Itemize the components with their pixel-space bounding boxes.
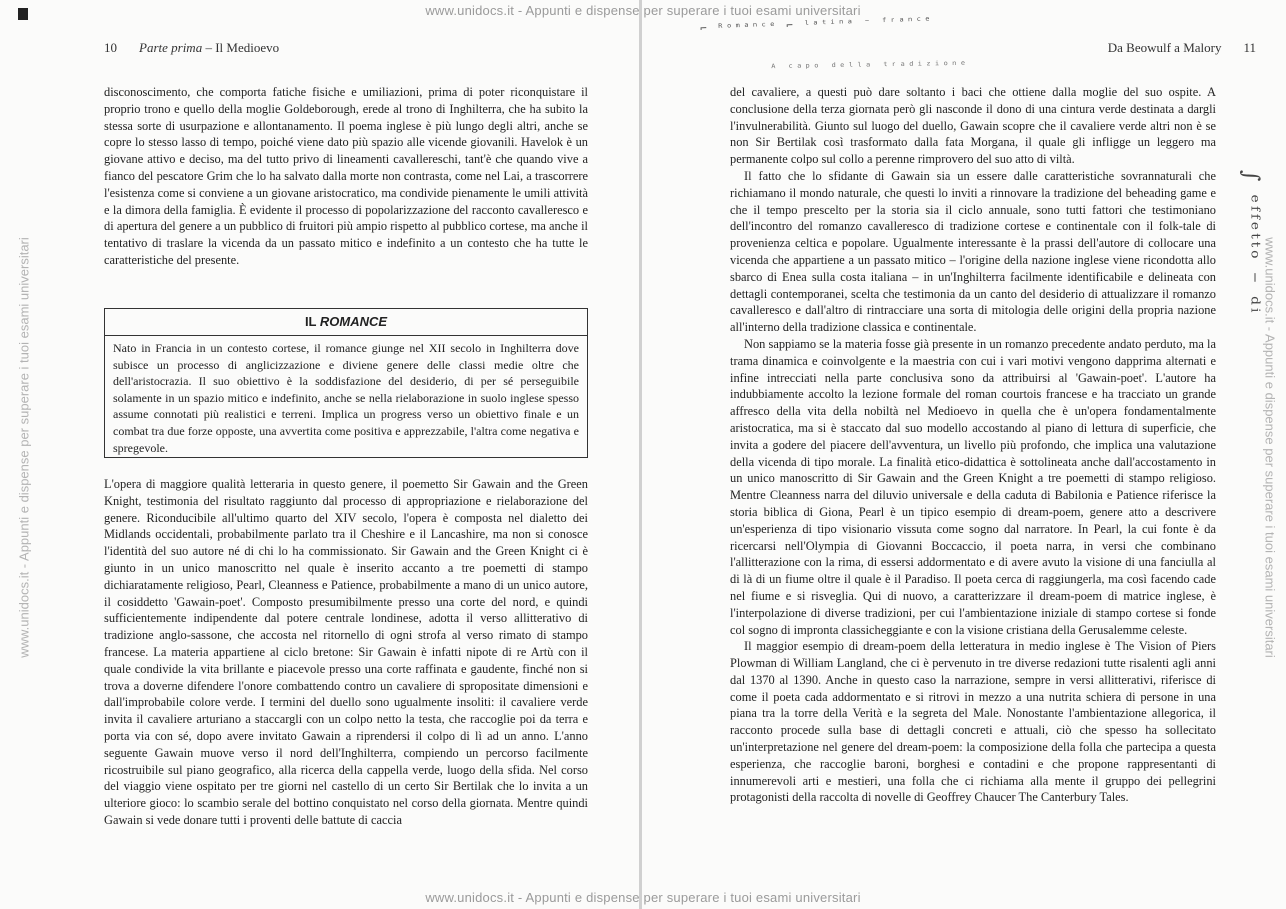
right-paragraph-3: Non sappiamo se la materia fosse già presente in un romanzo precedente andato perduto, ma la trama dinamica e coinvolgente e la maestria con cui i vari motivi vengono dapprima alternati e infine intrecciati nella parte conclusiva sono da attribuirsi al 'Gawain-poet'. L'autore ha indubbiamente accolto la lezione formale del roman courtois francese e ha tracciato un grande affresco della vita della nobiltà nel Medioevo in quella che è un'opera fondamentalmente aristocratica, ma si è staccato dal suo modello accostando al piano di lettura di superficie, che invita a godere del piacere dell'avventura, un livello più profondo, che implica una valutazione della vicenda di tipo morale. La finalità etico-didattica è sottolineata anche dall'accostamento in un unico manoscritto di Sir Gawain and the Green Knight a tre poemetti di stampo religioso. Mentre Cleanness narra del diluvio universale e della caduta di Babilonia e Patience riferisce la storia biblica di Giona, Pearl è un tipico esempio di dream-poem, genere atto a descrivere un'esperienza di tipo visionario vissuta come sogno dal narratore. In Pearl, la cui fonte è da ricercarsi nell'Olympia di Giovanni Boccaccio, il poeta narra, in versi che combinano l'allitterazione con la rima, di essersi addormentato e di avere avuto la visione di una fanciulla al di là di un fiume oltre il quale è il Paradiso. Il poeta cerca di raggiungerla, ma così facendo cade nel fiume e si risveglia. Qui di nuovo, a caratterizzare il dream-poem di matrice inglese, è l'interpolazione di diverse tradizioni, per cui l'ambientazione iniziale di stampo cortese si fonde col sogno di impronta classicheggiante e con la visione cristiana della Gerusalemme celeste. — [730, 336, 1216, 637]
left-paragraph-1: disconoscimento, che comporta fatiche fisiche e umiliazioni, prima di poter riconquistare il proprio trono e quello della moglie Goldeborough, erede al trono di Inghilterra, che ha subito la stessa sorte di usurpazione e allontanamento. Il poema inglese è più lungo degli altri, anche se copre lo stesso lasso di tempo, poiché viene dato più spazio alle vicende giovanili. Havelok è un giovane attivo e deciso, ma del tutto privo di lineamenti cavallereschi, tant'è che quando vive a fianco del pescatore Grim che lo ha salvato dalla morte non contrasta, come nel Lai, a trascorrere l'esistenza come si conviene a un giovane aristocratico, ma condivide pienamente le umili attività e la dimora della famiglia. È evidente il processo di popolarizzazione del racconto cavalleresco e di apertura del genere a un pubblico di fruitori più ampio rispetto al pubblico cortese, ma anche il tentativo di traslare la vicenda da un passato mitico e indefinito a un contesto che ha tutte le caratteristiche del presente. — [104, 85, 588, 267]
left-page — [0, 0, 640, 909]
romance-box-body: Nato in Francia in un contesto cortese, il romance giunge nel XII secolo in Inghilterra dove subisce un processo di anglicizzazione e diviene genere delle classi medie oltre che dell'aristocrazia. Il suo obiettivo è la soddisfazione del desiderio, di per sé perseguibile solamente in un spazio mitico e indefinito, anche se nella rielaborazione in suolo inglese spesso assume connotati più realistici e terreni. Implica un progress verso un obiettivo finale e un combat tra due forze opposte, una avvertita come positiva e apprezzabile, l'altra come negativa e spregevole. — [113, 341, 579, 455]
left-text-bottom — [104, 476, 588, 829]
left-header-section: – Il Medioevo — [202, 40, 280, 55]
watermark-left-vertical: www.unidocs.it - Appunti e dispense per superare i tuoi esami universitari — [16, 237, 32, 658]
right-running-head — [1108, 40, 1256, 56]
watermark-top: www.unidocs.it - Appunti e dispense per superare i tuoi esami universitari — [425, 3, 861, 18]
right-text — [730, 84, 1216, 806]
right-header-title: Da Beowulf a Malory — [1107, 40, 1222, 55]
handwritten-margin-scribble: ∫ ᵉᶠᶠᵉᵗᵗᵒ ⁻ ᵈⁱ — [1238, 170, 1263, 316]
right-paragraph-2: Il fatto che lo sfidante di Gawain sia un essere dalle caratteristiche sovrannaturali che richiamano il mondo naturale, che questi lo inviti a rinnovare la tradizione del beheading game e che il tempo prescelto per la storia sia il ciclo annuale, sono tutti fattori che testimoniano dell'incontro del romanzo cavalleresco di tradizione cortese e continentale con il folk-tale di provenienza celtica e popolare. Ugualmente interessante è la prassi dell'autore di collocare una vicenda che appartiene a un passato mitico – l'origine della nazione inglese viene ricondotta allo sbarco di Enea sulla costa italiana – in un'Inghilterra facilmente identificabile e delineata con dettagli contemporanei, scelta che testimonia da un canto del desiderio di attualizzare il romanzo cavalleresco e dall'altro di rintracciare una sorta di mitologia delle origini della propria nazione all'interno della tradizione classica e continentale. — [730, 168, 1216, 335]
watermark-bottom: www.unidocs.it - Appunti e dispense per superare i tuoi esami universitari — [425, 890, 861, 905]
left-running-head — [104, 40, 279, 56]
left-page-number: 10 — [104, 40, 117, 55]
handwritten-note-sub: ᴬ ᶜᵃᵖᵒ ᵈᵉˡˡᵃ ᵗʳᵃᵈⁱᶻⁱᵒⁿᵉ — [769, 58, 969, 75]
right-paragraph-1: del cavaliere, a questi può dare soltanto i baci che ottiene dalla moglie del suo ospite. A conclusione della terza giornata però gli nasconde il dono di una cintura verde destinata a dargli l'invulnerabilità. Giunto sul luogo del duello, Gawain scopre che il cavaliere verde altri non è se non Sir Bertilak così trasformato dalla fata Morgana, il quale gli infligge un leggero ma permanente colpo sul collo a perenne rimprovero del suo atto di viltà. — [730, 85, 1216, 167]
left-paragraph-2: L'opera di maggiore qualità letteraria in questo genere, il poemetto Sir Gawain and the Green Knight, testimonia del risultato raggiunto dal processo di appropriazione e rielaborazione del genere. Riconducibile all'ultimo quarto del XIV secolo, l'opera è composta nel dialetto dei Midlands occidentali, probabilmente parlato tra il Cheshire e il Lancashire, ma non si conosce l'identità del suo autore né di chi lo ha commissionato. Sir Gawain and the Green Knight ci è giunto in un unico manoscritto nel quale è inserito accanto a tre poemetti di stampo dichiaratamente religioso, Pearl, Cleanness e Patience, probabilmente a mano di un unico autore, il cosiddetto 'Gawain-poet'. Composto presumibilmente presso una corte del nord, e quindi sufficientemente indipendente dal potere centrale londinese, adotta il verso allitterativo di tradizione anglo-sassone, che accosta nel ritornello di ogni strofa al verso rimato di stampo francese. La materia appartiene al ciclo bretone: Sir Gawain è infatti nipote di re Artù con il quale condivide la vita brillante e piacevole presso una corte raffinata e gaudente, finché non si trova a doverne difendere l'onore combattendo contro un cavaliere di spropositate dimensioni e dall'improbabile colore verde. I termini del duello sono ugualmente insoliti: il cavaliere verde invita il cavaliere arturiano a staccargli con un colpo netto la testa, che raccoglie poi da terra e porta via con sé, dopo avere invitato Gawain a riprendersi il colpo di lì ad un anno. L'anno seguente Gawain muove verso il nord dell'Inghilterra, compiendo un percorso facilmente ricostruibile sul piano geografico, alla ricerca della cappella verde, luogo della sfida. Nel corso del viaggio viene ospitato per tre giorni nel castello di un certo Sir Bertilak che lo invita a un ulteriore gioco: lo scambio serale del bottino conquistato nel corso della giornata. Mentre quindi Gawain si vede donare tutti i proventi delle battute di caccia — [104, 477, 588, 827]
romance-box-title-word: ROMANCE — [319, 314, 388, 329]
romance-box-title-prefix: IL — [304, 314, 320, 329]
watermark-right-vertical: www.unidocs.it - Appunti e dispense per superare i tuoi esami universitari — [1262, 237, 1278, 658]
left-text-top — [104, 84, 588, 269]
handwritten-note-top: ⌐ ᴿᵒᵐᵃⁿᶜᵉ ⌐ ˡᵃᵗⁱⁿᵃ ⁻ ᶠʳᵃⁿᶜᵉ — [699, 13, 933, 36]
romance-box-title — [105, 309, 587, 336]
left-header-part: Parte prima — [139, 40, 203, 55]
right-page-number: 11 — [1243, 40, 1256, 55]
romance-box — [104, 308, 588, 458]
right-paragraph-4: Il maggior esempio di dream-poem della letteratura in medio inglese è The Vision of Piers Plowman di William Langland, che ci è pervenuto in tre diverse redazioni tutte risalenti agli anni dal 1370 al 1390. Anche in questo caso la narrazione, sempre in versi allitterativi, riferisce di come il poeta cada addormentato e si ritrovi in mezzo a una nutrita schiera di persone in una piana tra la torre della Verità e la segreta del Male. Nonostante l'ambientazione allegorica, il racconto procede sulla base di dettagli concreti e attuali, ciò che spesso ha sollecitato un'interpretazione nel genere del dream-poem: la composizione della folla che partecipa a questa esperienza, che raccoglie baroni, borghesi e contadini e che propone rappresentanti di innumerevoli arti e mestieri, una folla che ci richiama alla mente il gruppo dei pellegrini protagonisti della raccolta di novelle di Geoffrey Chaucer The Canterbury Tales. — [730, 639, 1216, 805]
